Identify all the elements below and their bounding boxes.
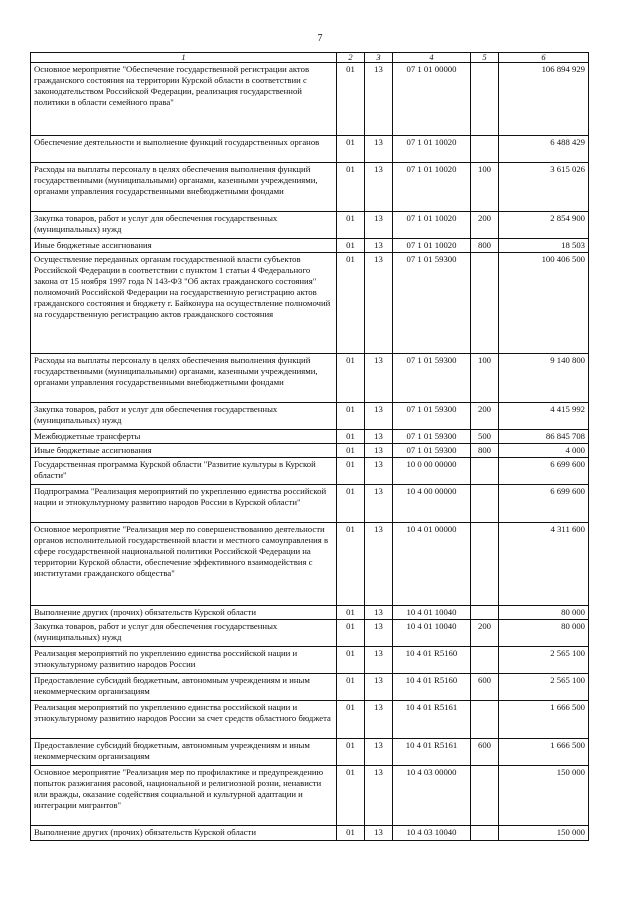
row-target-article: 07 1 01 00000 xyxy=(393,63,471,136)
row-subsection: 13 xyxy=(365,253,393,354)
row-name: Предоставление субсидий бюджетным, автономным учреждениям и иным некоммерческим организациям xyxy=(31,739,337,766)
table-row xyxy=(31,739,589,766)
row-expense-type xyxy=(471,63,499,136)
row-target-article: 07 1 01 10020 xyxy=(393,239,471,253)
row-section: 01 xyxy=(337,239,365,253)
row-amount: 150 000 xyxy=(499,826,589,841)
table-row xyxy=(31,212,589,239)
row-subsection: 13 xyxy=(365,136,393,163)
row-target-article: 10 4 01 10040 xyxy=(393,606,471,620)
row-section: 01 xyxy=(337,826,365,841)
row-section: 01 xyxy=(337,606,365,620)
row-amount: 2 565 100 xyxy=(499,647,589,674)
table-row xyxy=(31,606,589,620)
row-subsection: 13 xyxy=(365,239,393,253)
column-header: 2 xyxy=(337,53,365,63)
row-subsection: 13 xyxy=(365,701,393,739)
row-name: Межбюджетные трансферты xyxy=(31,430,337,444)
row-subsection: 13 xyxy=(365,620,393,647)
row-name: Закупка товаров, работ и услуг для обеспечения государственных (муниципальных) нужд xyxy=(31,403,337,430)
row-expense-type: 200 xyxy=(471,212,499,239)
row-target-article: 10 4 00 00000 xyxy=(393,485,471,523)
row-section: 01 xyxy=(337,647,365,674)
row-name: Иные бюджетные ассигнования xyxy=(31,239,337,253)
row-target-article: 07 1 01 59300 xyxy=(393,253,471,354)
row-name: Основное мероприятие "Реализация мер по профилактике и предупреждению попыток разжигания расовой, национальной и религиозной розни, ненависти или вражды, оказание содействия социальной и культурной адаптации и интеграции мигрантов" xyxy=(31,766,337,826)
column-header: 1 xyxy=(31,53,337,63)
column-header: 4 xyxy=(393,53,471,63)
row-expense-type: 200 xyxy=(471,403,499,430)
table-row xyxy=(31,826,589,841)
row-subsection: 13 xyxy=(365,826,393,841)
row-amount: 2 565 100 xyxy=(499,674,589,701)
row-section: 01 xyxy=(337,739,365,766)
row-section: 01 xyxy=(337,485,365,523)
table-row xyxy=(31,485,589,523)
row-name: Реализация мероприятий по укреплению единства российской нации и этнокультурному развитию народов России за счет средств областного бюджета xyxy=(31,701,337,739)
row-name: Основное мероприятие "Реализация мер по совершенствованию деятельности органов исполнительной государственной власти и местного самоуправления в сфере государственной национальной политики Российской Федерации на территории Курской области, обеспечение эффективного взаимодействия с институтами гражданского общества" xyxy=(31,523,337,606)
row-name: Осуществление переданных органам государственной власти субъектов Российской Федерации в соответствии с пунктом 1 статьи 4 Федерального закона от 15 ноября 1997 года N 143-ФЗ "Об актах гражданского состояния" полномочий Российской Федерации на государственную регистрацию актов гражданского состояния и бюджету г. Байконура на осуществление полномочий на государственную регистрацию актов гражданского состояния xyxy=(31,253,337,354)
table-row xyxy=(31,239,589,253)
table-row xyxy=(31,458,589,485)
row-amount: 6 488 429 xyxy=(499,136,589,163)
row-subsection: 13 xyxy=(365,63,393,136)
table-row xyxy=(31,620,589,647)
row-amount: 4 415 992 xyxy=(499,403,589,430)
row-subsection: 13 xyxy=(365,647,393,674)
table-row xyxy=(31,766,589,826)
row-target-article: 10 4 03 00000 xyxy=(393,766,471,826)
row-subsection: 13 xyxy=(365,212,393,239)
row-target-article: 10 0 00 00000 xyxy=(393,458,471,485)
row-amount: 1 666 500 xyxy=(499,701,589,739)
row-subsection: 13 xyxy=(365,523,393,606)
row-name: Закупка товаров, работ и услуг для обеспечения государственных (муниципальных) нужд xyxy=(31,620,337,647)
column-header: 5 xyxy=(471,53,499,63)
page-number: 7 xyxy=(317,33,323,44)
row-target-article: 07 1 01 59300 xyxy=(393,430,471,444)
row-subsection: 13 xyxy=(365,606,393,620)
row-section: 01 xyxy=(337,701,365,739)
row-section: 01 xyxy=(337,63,365,136)
row-name: Выполнение других (прочих) обязательств Курской области xyxy=(31,826,337,841)
column-header: 6 xyxy=(499,53,589,63)
row-target-article: 07 1 01 59300 xyxy=(393,444,471,458)
row-name: Закупка товаров, работ и услуг для обеспечения государственных (муниципальных) нужд xyxy=(31,212,337,239)
row-target-article: 07 1 01 10020 xyxy=(393,136,471,163)
row-subsection: 13 xyxy=(365,766,393,826)
row-expense-type xyxy=(471,253,499,354)
row-amount: 150 000 xyxy=(499,766,589,826)
row-section: 01 xyxy=(337,458,365,485)
row-target-article: 10 4 01 00000 xyxy=(393,523,471,606)
row-name: Подпрограмма "Реализация мероприятий по укреплению единства российской нации и этнокультурному развитию народов России в Курской области" xyxy=(31,485,337,523)
row-section: 01 xyxy=(337,354,365,403)
row-section: 01 xyxy=(337,620,365,647)
row-amount: 100 406 500 xyxy=(499,253,589,354)
row-subsection: 13 xyxy=(365,739,393,766)
row-section: 01 xyxy=(337,136,365,163)
row-expense-type xyxy=(471,766,499,826)
row-name: Основное мероприятие "Обеспечение государственной регистрации актов гражданского состояния на территории Курской области в соответствии с законодательством Российской Федерации, реализация государственной политики в области семейного права" xyxy=(31,63,337,136)
table-row xyxy=(31,354,589,403)
row-section: 01 xyxy=(337,212,365,239)
row-amount: 3 615 026 xyxy=(499,163,589,212)
row-target-article: 07 1 01 59300 xyxy=(393,403,471,430)
table-row xyxy=(31,430,589,444)
table-row xyxy=(31,444,589,458)
row-expense-type: 600 xyxy=(471,739,499,766)
row-subsection: 13 xyxy=(365,485,393,523)
row-amount: 6 699 600 xyxy=(499,485,589,523)
row-amount: 2 854 900 xyxy=(499,212,589,239)
row-amount: 80 000 xyxy=(499,620,589,647)
row-subsection: 13 xyxy=(365,458,393,485)
row-name: Иные бюджетные ассигнования xyxy=(31,444,337,458)
row-name: Расходы на выплаты персоналу в целях обеспечения выполнения функций государственными (муниципальными) органами, казенными учреждениями, органами управления государственными внебюджетными фондами xyxy=(31,163,337,212)
row-amount: 80 000 xyxy=(499,606,589,620)
row-section: 01 xyxy=(337,253,365,354)
table-row xyxy=(31,163,589,212)
row-section: 01 xyxy=(337,523,365,606)
row-subsection: 13 xyxy=(365,403,393,430)
row-expense-type xyxy=(471,136,499,163)
table-row xyxy=(31,136,589,163)
row-target-article: 10 4 01 R5161 xyxy=(393,701,471,739)
row-subsection: 13 xyxy=(365,354,393,403)
row-target-article: 10 4 01 10040 xyxy=(393,620,471,647)
row-expense-type: 100 xyxy=(471,163,499,212)
row-section: 01 xyxy=(337,163,365,212)
column-header: 3 xyxy=(365,53,393,63)
row-target-article: 10 4 01 R5160 xyxy=(393,674,471,701)
row-amount: 9 140 800 xyxy=(499,354,589,403)
budget-table xyxy=(30,52,589,841)
table-header-row xyxy=(31,53,589,63)
row-name: Предоставление субсидий бюджетным, автономным учреждениям и иным некоммерческим организациям xyxy=(31,674,337,701)
row-expense-type xyxy=(471,826,499,841)
table-row xyxy=(31,403,589,430)
row-amount: 86 845 708 xyxy=(499,430,589,444)
row-target-article: 07 1 01 10020 xyxy=(393,212,471,239)
row-subsection: 13 xyxy=(365,444,393,458)
row-amount: 6 699 600 xyxy=(499,458,589,485)
row-name: Выполнение других (прочих) обязательств Курской области xyxy=(31,606,337,620)
row-name: Расходы на выплаты персоналу в целях обеспечения выполнения функций государственными (муниципальными) органами, казенными учреждениями, органами управления государственными внебюджетными фондами xyxy=(31,354,337,403)
table-row xyxy=(31,63,589,136)
row-expense-type xyxy=(471,485,499,523)
row-subsection: 13 xyxy=(365,430,393,444)
row-section: 01 xyxy=(337,674,365,701)
row-target-article: 07 1 01 10020 xyxy=(393,163,471,212)
row-expense-type xyxy=(471,647,499,674)
row-subsection: 13 xyxy=(365,674,393,701)
row-section: 01 xyxy=(337,403,365,430)
row-expense-type: 100 xyxy=(471,354,499,403)
row-amount: 1 666 500 xyxy=(499,739,589,766)
row-name: Реализация мероприятий по укреплению единства российской нации и этнокультурному развитию народов России xyxy=(31,647,337,674)
row-amount: 4 311 600 xyxy=(499,523,589,606)
row-expense-type: 600 xyxy=(471,674,499,701)
table-row xyxy=(31,253,589,354)
row-expense-type xyxy=(471,523,499,606)
row-amount: 4 000 xyxy=(499,444,589,458)
row-section: 01 xyxy=(337,444,365,458)
row-expense-type: 500 xyxy=(471,430,499,444)
row-expense-type: 800 xyxy=(471,444,499,458)
row-name: Обеспечение деятельности и выполнение функций государственных органов xyxy=(31,136,337,163)
row-expense-type xyxy=(471,606,499,620)
row-name: Государственная программа Курской области "Развитие культуры в Курской области" xyxy=(31,458,337,485)
table-row xyxy=(31,523,589,606)
table-row xyxy=(31,647,589,674)
row-expense-type xyxy=(471,458,499,485)
row-section: 01 xyxy=(337,766,365,826)
row-amount: 106 894 929 xyxy=(499,63,589,136)
row-expense-type: 200 xyxy=(471,620,499,647)
row-target-article: 07 1 01 59300 xyxy=(393,354,471,403)
row-target-article: 10 4 01 R5160 xyxy=(393,647,471,674)
row-expense-type xyxy=(471,701,499,739)
table-row xyxy=(31,674,589,701)
row-target-article: 10 4 03 10040 xyxy=(393,826,471,841)
row-subsection: 13 xyxy=(365,163,393,212)
row-section: 01 xyxy=(337,430,365,444)
row-target-article: 10 4 01 R5161 xyxy=(393,739,471,766)
row-expense-type: 800 xyxy=(471,239,499,253)
table-row xyxy=(31,701,589,739)
row-amount: 18 503 xyxy=(499,239,589,253)
